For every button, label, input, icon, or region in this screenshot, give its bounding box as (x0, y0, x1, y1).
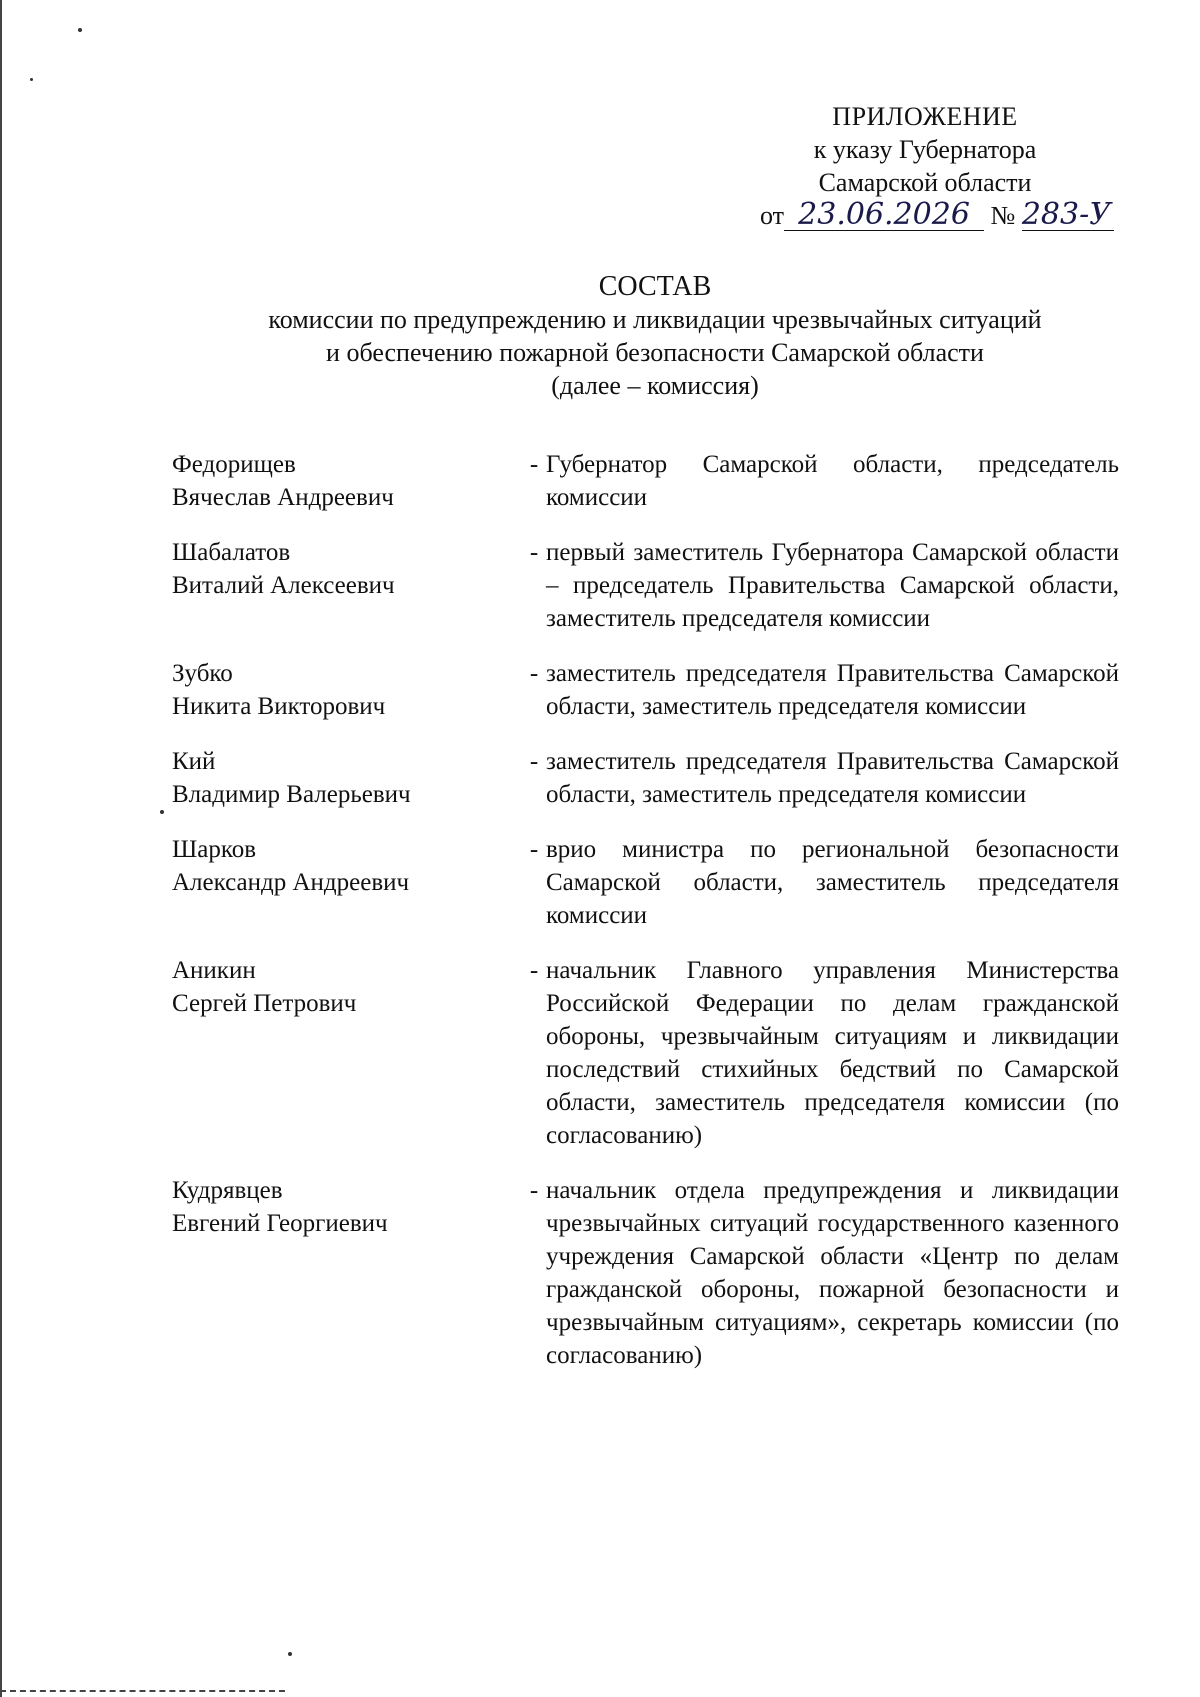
member-given-names: Вячеслав Андреевич (172, 484, 394, 511)
member-name (172, 448, 522, 514)
member-row (172, 833, 1132, 932)
member-role: Губернатор Самарской области, председатель комиссии (546, 451, 1119, 511)
member-role: заместитель председателя Правительства Самарской области, заместитель председателя комиссии (546, 660, 1119, 720)
member-surname: Зубко (172, 660, 233, 687)
handwritten-number: 283-У (1022, 200, 1114, 231)
member-role: заместитель председателя Правительства Самарской области, заместитель председателя комиссии (546, 748, 1119, 808)
member-dash: - (529, 836, 539, 863)
member-name (172, 833, 522, 932)
member-name (172, 657, 522, 723)
member-dash: - (529, 957, 539, 984)
scan-left-edge (0, 0, 2, 1697)
scan-speck (78, 28, 82, 32)
member-given-names: Никита Викторович (172, 693, 386, 720)
member-role: начальник отдела предупреждения и ликвидации чрезвычайных ситуаций государственного казенного учреждения Самарской области «Центр по делам гражданской обороны, пожарной безопасности и чрезвычайным ситуациям», секретарь комиссии (по согласованию) (546, 1177, 1119, 1369)
member-name (172, 745, 522, 811)
heading-line-1: комиссии по предупреждению и ликвидации чрезвычайных ситуаций (268, 305, 1042, 334)
member-role: первый заместитель Губернатора Самарской области – председатель Правительства Самарской области, заместитель председателя комиссии (546, 539, 1119, 632)
member-surname: Кудрявцев (172, 1177, 283, 1204)
member-role: врио министра по региональной безопасности Самарской области, заместитель председателя комиссии (546, 836, 1119, 929)
member-given-names: Виталий Алексеевич (172, 572, 395, 599)
member-dash: - (529, 539, 539, 566)
member-given-names: Сергей Петрович (172, 990, 357, 1017)
member-dash: - (529, 660, 539, 687)
member-dash: - (529, 1177, 539, 1204)
member-dash: - (529, 748, 539, 775)
number-prefix: № (990, 201, 1016, 230)
member-given-names: Евгений Георгиевич (172, 1210, 388, 1237)
member-dash: - (529, 451, 539, 478)
member-given-names: Владимир Валерьевич (172, 781, 411, 808)
member-row (172, 448, 1132, 514)
member-row (172, 657, 1132, 723)
heading-line-2: и обеспечению пожарной безопасности Самарской области (326, 338, 984, 367)
document-heading (150, 270, 1160, 402)
scan-bottom-rule (0, 1690, 285, 1692)
member-role: начальник Главного управления Министерства Российской Федерации по делам гражданской обороны, чрезвычайным ситуациям и ликвидации последствий стихийных бедствий по Самарской области, заместитель председателя комиссии (по согласованию) (546, 957, 1119, 1149)
member-name (172, 1174, 522, 1372)
date-prefix: от (760, 201, 785, 230)
member-row (172, 954, 1132, 1152)
decree-date-number-line (760, 197, 1111, 232)
member-surname: Аникин (172, 957, 256, 984)
member-surname: Федорищев (172, 451, 296, 478)
member-name (172, 954, 522, 1152)
members-list (172, 448, 1132, 1394)
scan-speck (160, 810, 164, 814)
member-surname: Шарков (172, 836, 256, 863)
heading-line-3: (далее – комиссия) (551, 371, 759, 400)
member-row (172, 745, 1132, 811)
member-surname: Шабалатов (172, 539, 291, 566)
appendix-title: ПРИЛОЖЕНИЕ (832, 102, 1018, 131)
member-surname: Кий (172, 748, 216, 775)
handwritten-date: 23.06.2026 (784, 200, 984, 231)
scan-speck (288, 1652, 292, 1656)
heading-title: СОСТАВ (598, 271, 712, 302)
appendix-block (760, 100, 1111, 232)
member-name (172, 536, 522, 635)
appendix-line-1: к указу Губернатора (813, 135, 1037, 164)
scan-speck (30, 78, 33, 81)
appendix-line-2: Самарской области (818, 168, 1032, 197)
member-given-names: Александр Андреевич (172, 869, 410, 896)
member-row (172, 536, 1132, 635)
member-row (172, 1174, 1132, 1372)
